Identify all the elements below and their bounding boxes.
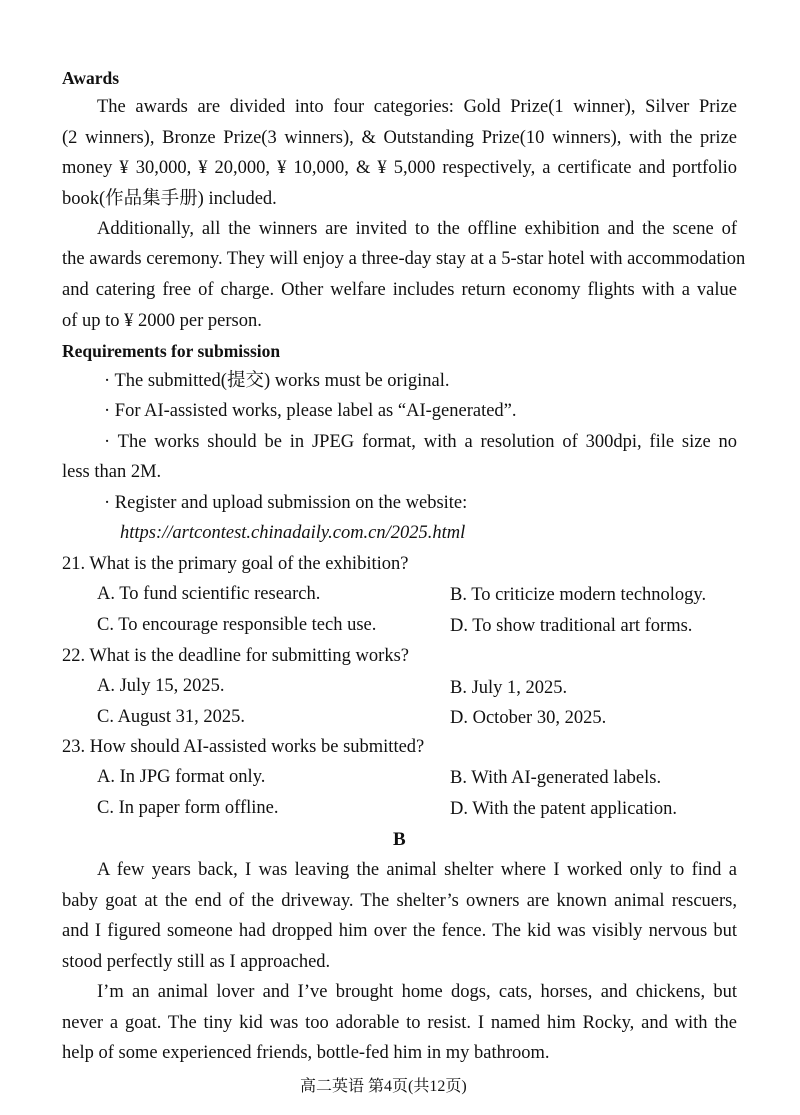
question-21-stem: 21. What is the primary goal of the exhibition? (62, 554, 409, 574)
awards-p1-line-3: money ¥ 30,000, ¥ 20,000, ¥ 10,000, & ¥ 5,000 respectively, a certificate and portfolio (62, 158, 737, 178)
requirement-register: · Register and upload submission on the website: (104, 493, 468, 513)
awards-p2-line-2: the awards ceremony. They will enjoy a three-day stay at a 5-star hotel with accommodation (62, 249, 746, 269)
question-23-stem: 23. How should AI-assisted works be submitted? (62, 737, 425, 757)
question-22-option-b[interactable]: B. July 1, 2025. (450, 678, 568, 698)
section-b-p1-line-1: A few years back, I was leaving the animal shelter where I worked only to find a (97, 860, 737, 880)
question-21-option-c[interactable]: C. To encourage responsible tech use. (97, 615, 377, 635)
awards-heading: Awards (62, 68, 120, 88)
section-b-p1-line-3: and I figured someone had dropped him over the fence. The kid was visibly nervous but (62, 921, 737, 941)
question-23-option-c[interactable]: C. In paper form offline. (97, 798, 279, 818)
question-21-option-b[interactable]: B. To criticize modern technology. (450, 585, 707, 605)
section-b-p2-line-3: help of some experienced friends, bottle-fed him in my bathroom. (62, 1043, 550, 1063)
section-b-label: B (393, 829, 406, 850)
requirements-heading: Requirements for submission (62, 341, 281, 361)
requirement-format-line-2: less than 2M. (62, 462, 162, 482)
submission-url[interactable]: https://artcontest.chinadaily.com.cn/2025.html (120, 523, 466, 543)
section-b-p1-line-2: baby goat at the end of the driveway. The shelter’s owners are known animal rescuers, (62, 891, 737, 911)
question-22-stem: 22. What is the deadline for submitting works? (62, 646, 409, 666)
awards-p1-line-1: The awards are divided into four categories: Gold Prize(1 winner), Silver Prize (97, 97, 737, 117)
awards-p1-line-2: (2 winners), Bronze Prize(3 winners), & Outstanding Prize(10 winners), with the prize (62, 128, 737, 148)
requirement-original: · The submitted(提交) works must be original. (104, 371, 450, 391)
requirement-format-line-1: · The works should be in JPEG format, with a resolution of 300dpi, file size no (104, 432, 737, 452)
question-22-option-a[interactable]: A. July 15, 2025. (97, 676, 225, 696)
awards-p1-line-4: book(作品集手册) included. (62, 189, 277, 209)
awards-p2-line-1: Additionally, all the winners are invited to the offline exhibition and the scene of (97, 219, 737, 239)
question-22-option-d[interactable]: D. October 30, 2025. (450, 708, 607, 728)
question-23-option-a[interactable]: A. In JPG format only. (97, 767, 266, 787)
requirement-ai-label: · For AI-assisted works, please label as “AI-generated”. (104, 401, 517, 421)
section-b-p1-line-4: stood perfectly still as I approached. (62, 952, 331, 972)
question-21-option-d[interactable]: D. To show traditional art forms. (450, 616, 693, 636)
question-22-option-c[interactable]: C. August 31, 2025. (97, 707, 246, 727)
section-b-p2-line-1: I’m an animal lover and I’ve brought home dogs, cats, horses, and chickens, but (97, 982, 737, 1002)
page-footer: 高二英语 第4页(共12页) (300, 1078, 467, 1095)
awards-p2-line-3: and catering free of charge. Other welfare includes return economy flights with a value (62, 280, 737, 300)
awards-p2-line-4: of up to ¥ 2000 per person. (62, 311, 262, 331)
question-21-option-a[interactable]: A. To fund scientific research. (97, 584, 321, 604)
question-23-option-b[interactable]: B. With AI-generated labels. (450, 768, 662, 788)
section-b-p2-line-2: never a goat. The tiny kid was too adorable to resist. I named him Rocky, and with the (62, 1013, 737, 1033)
question-23-option-d[interactable]: D. With the patent application. (450, 799, 678, 819)
